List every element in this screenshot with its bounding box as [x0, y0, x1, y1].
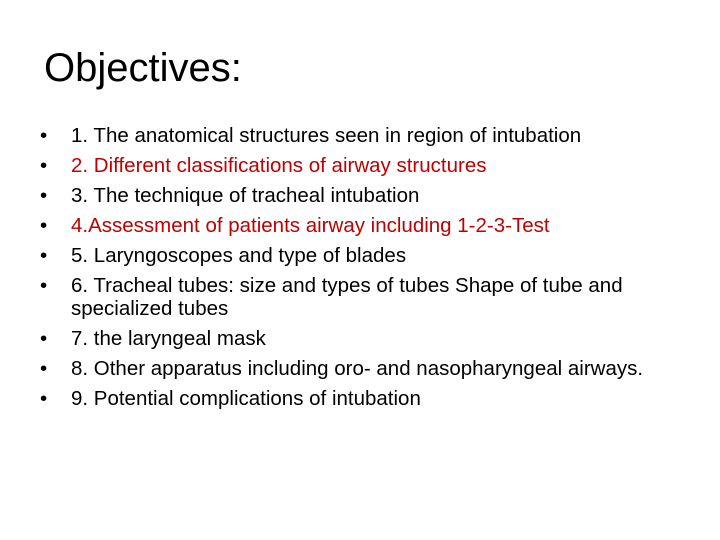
- list-item-text: 2. Different classifications of airway structures: [71, 154, 487, 177]
- list-item: [40, 357, 690, 380]
- bullet-icon: •: [40, 357, 48, 380]
- list-item: [40, 154, 690, 177]
- bullet-icon: •: [40, 124, 48, 147]
- list-item: [40, 327, 690, 350]
- slide-title: Objectives:: [44, 46, 242, 90]
- list-item-text: 9. Potential complications of intubation: [71, 387, 421, 410]
- bullet-icon: •: [40, 387, 48, 410]
- list-item: [40, 387, 690, 410]
- list-item-text: 3. The technique of tracheal intubation: [71, 184, 420, 207]
- list-item-text: 5. Laryngoscopes and type of blades: [71, 244, 407, 267]
- objectives-list: [40, 124, 690, 410]
- list-item-text: 6. Tracheal tubes: size and types of tubes Shape of tube and specialized tubes: [71, 274, 623, 320]
- bullet-icon: •: [40, 327, 48, 350]
- bullet-icon: •: [40, 154, 48, 177]
- list-item: [40, 274, 690, 320]
- bullet-icon: •: [40, 244, 48, 267]
- list-item: [40, 244, 690, 267]
- list-item-text: 4.Assessment of patients airway including 1-2-3-Test: [71, 214, 550, 237]
- list-item: [40, 124, 690, 147]
- list-item-text: 1. The anatomical structures seen in region of intubation: [71, 124, 582, 147]
- list-item: [40, 214, 690, 237]
- bullet-icon: •: [40, 214, 48, 237]
- bullet-icon: •: [40, 184, 48, 207]
- list-item-text: 8. Other apparatus including oro- and nasopharyngeal airways.: [71, 357, 644, 380]
- list-item: [40, 184, 690, 207]
- bullet-icon: •: [40, 274, 48, 297]
- list-item-text: 7. the laryngeal mask: [71, 327, 266, 350]
